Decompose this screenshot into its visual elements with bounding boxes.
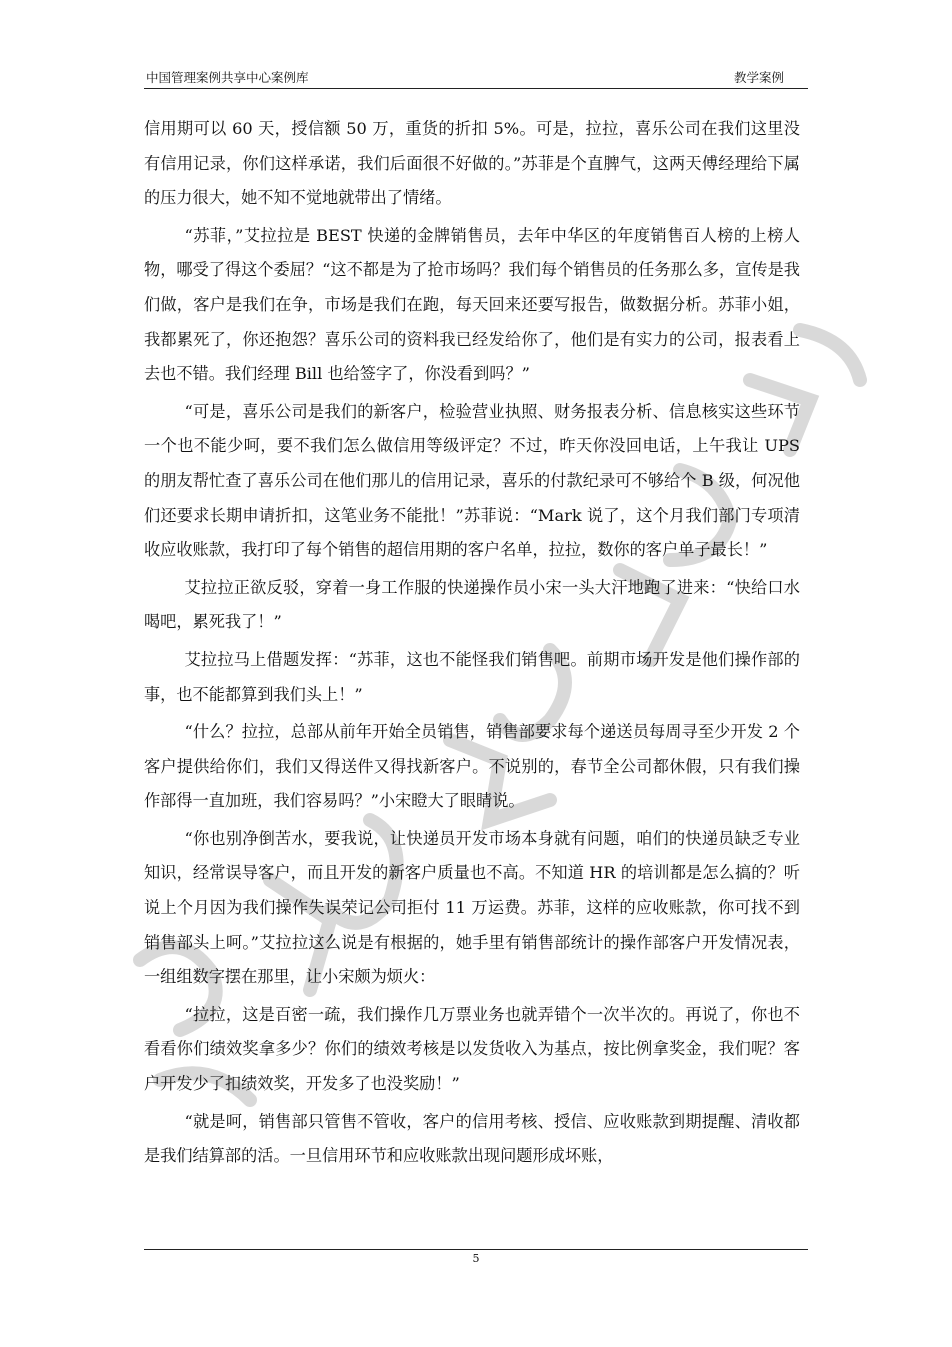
- header-section-label: 教学案例: [733, 70, 784, 85]
- body-text: [144, 112, 800, 1177]
- page-number: 5: [472, 1252, 480, 1265]
- page-header: [144, 66, 808, 89]
- paragraph: 信用期可以 60 天，授信额 50 万，重货的折扣 5%。可是，拉拉，喜乐公司在我们这里没有信用记录，你们这样承诺，我们后面很不好做的。”苏菲是个直脾气，这两天傅经理给下属的压力很大，她不知不觉地就带出了情绪。: [144, 119, 800, 208]
- paragraph: “你也别净倒苦水，要我说，让快递员开发市场本身就有问题，咱们的快递员缺乏专业知识，经常误导客户，而且开发的新客户质量也不高。不知道 HR 的培训都是怎么搞的？听说上个月因为我们操作失误荣记公司拒付 11 万运费。苏菲，这样的应收账款，你可找不到销售部头上呵。”艾拉拉这么说是有根据的，她手里有销售部统计的操作部客户开发情况表，一组组数字摆在那里，让小宋颇为烦火：: [144, 828, 800, 987]
- paragraph: 艾拉拉马上借题发挥：“苏菲，这也不能怪我们销售吧。前期市场开发是他们操作部的事，也不能都算到我们头上！”: [144, 649, 800, 704]
- paragraph: “就是呵，销售部只管售不管收，客户的信用考核、授信、应收账款到期提醒、清收都是我们结算部的活。一旦信用环节和应收账款出现问题形成坏账，: [144, 1111, 800, 1166]
- paragraph: “什么？拉拉，总部从前年开始全员销售，销售部要求每个递送员每周寻至少开发 2 个客户提供给你们，我们又得送件又得找新客户。不说别的，春节全公司都休假，只有我们操作部得一直加班，我们容易吗？”小宋瞪大了眼睛说。: [144, 722, 800, 811]
- paragraph: “拉拉，这是百密一疏，我们操作几万票业务也就弄错个一次半次的。再说了，你也不看看你们绩效奖拿多少？你们的绩效考核是以发货收入为基点，按比例拿奖金，我们呢？客户开发少了扣绩效奖，开发多了也没奖励！”: [144, 1004, 800, 1094]
- header-library-title: 中国管理案例共享中心案例库: [146, 70, 309, 85]
- footer-divider: [144, 1249, 808, 1250]
- paragraph: “可是，喜乐公司是我们的新客户，检验营业执照、财务报表分析、信息核实这些环节一个也不能少呵，要不我们怎么做信用等级评定？不过，昨天你没回电话，上午我让 UPS 的朋友帮忙查了喜乐公司在他们那儿的信用记录，喜乐的付款纪录可不够给个 B 级，何况他们还要求长期申请折扣，这笔业务不能批！”苏菲说：“Mark 说了，这个月我们部门专项清收应收账款，我打印了每个销售的超信用期的客户名单，拉拉，数你的客户单子最长！”: [144, 401, 800, 560]
- paragraph: 艾拉拉正欲反驳，穿着一身工作服的快递操作员小宋一头大汗地跑了进来：“快给口水喝吧，累死我了！”: [144, 577, 800, 632]
- paragraph: “苏菲，”艾拉拉是 BEST 快递的金牌销售员，去年中华区的年度销售百人榜的上榜人物，哪受了得这个委屈？“这不都是为了抢市场吗？我们每个销售员的任务那么多，宣传是我们做，客户是我们在争，市场是我们在跑，每天回来还要写报告，做数据分析。苏菲小姐，我都累死了，你还抱怨？喜乐公司的资料我已经发给你了，他们是有实力的公司，报表看上去也不错。我们经理 Bill 也给签字了，你没看到吗？”: [144, 225, 800, 384]
